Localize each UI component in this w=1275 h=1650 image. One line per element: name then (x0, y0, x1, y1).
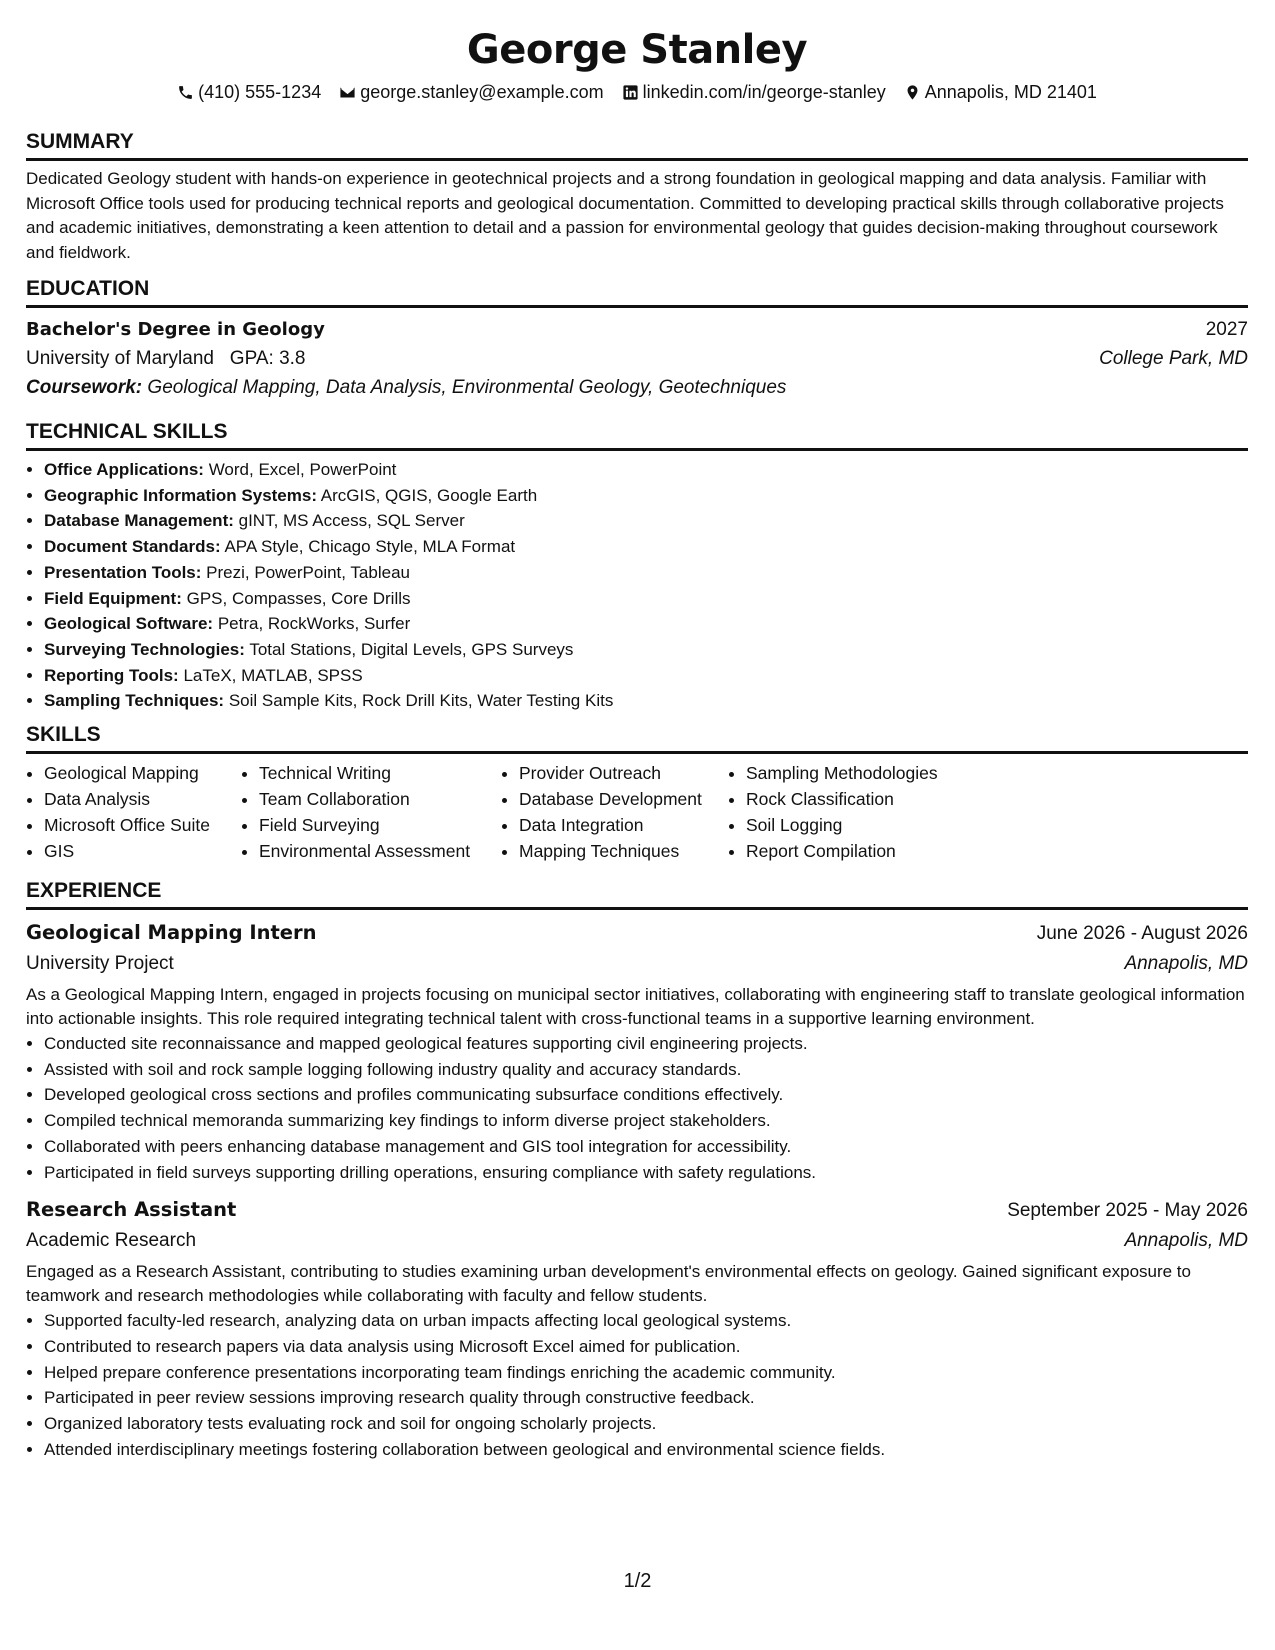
education-sub-row (26, 344, 1248, 374)
list-item: • Technical Writing (259, 760, 501, 786)
list-item: • Contributed to research papers via data analysis using Microsoft Excel aimed for publication. (44, 1334, 1248, 1360)
coursework-line (26, 374, 1248, 402)
skill-label: Geographic Information Systems: (44, 485, 317, 505)
list-item (44, 688, 1248, 714)
list-item: • Microsoft Office Suite (44, 812, 241, 838)
list-item: • Environmental Assessment (259, 838, 501, 864)
list-item: • Conducted site reconnaissance and mapped geological features supporting civil engineering projects. (44, 1031, 1248, 1057)
skill-label: Presentation Tools: (44, 562, 202, 582)
technical-skills-heading: TECHNICAL SKILLS (26, 419, 1248, 451)
job-description: Engaged as a Research Assistant, contributing to studies examining urban development's environmental effects on geology. Gained significant exposure to teamwork and research methodologies while collaborating with faculty and fellow students. (26, 1262, 1191, 1306)
list-item: • Compiled technical memoranda summarizing key findings to inform diverse project stakeholders. (44, 1108, 1248, 1134)
contact-linkedin[interactable] (622, 80, 886, 104)
skill-value: GPS, Compasses, Core Drills (186, 588, 411, 608)
list-item: • Attended interdisciplinary meetings fostering collaboration between geological and environmental science fields. (44, 1437, 1248, 1463)
experience-entry (26, 918, 1248, 1185)
job-bullets (26, 1308, 1248, 1462)
list-item: • Rock Classification (746, 786, 986, 812)
job-header-row (26, 918, 1248, 949)
list-item: • Participated in peer review sessions improving research quality through constructive feedback. (44, 1385, 1248, 1411)
experience-heading: EXPERIENCE (26, 878, 1248, 910)
linkedin-icon (622, 84, 639, 101)
list-item (44, 483, 1248, 509)
skill-label: Geological Software: (44, 614, 214, 634)
skill-label: Field Equipment: (44, 588, 182, 608)
list-item (44, 534, 1248, 560)
contact-location (904, 80, 1097, 104)
location-text: Annapolis, MD 21401 (924, 82, 1097, 102)
resume-page (26, 22, 1248, 1462)
skill-label: Surveying Technologies: (44, 639, 245, 659)
list-item: • Soil Logging (746, 812, 986, 838)
job-sub-row (26, 949, 1248, 979)
skill-value: LaTeX, MATLAB, SPSS (183, 665, 363, 685)
list-item: • Team Collaboration (259, 786, 501, 812)
list-item (44, 508, 1248, 534)
list-item: • Database Development (519, 786, 728, 812)
list-item: • Collaborated with peers enhancing database management and GIS tool integration for accessibility. (44, 1134, 1248, 1160)
contact-bar (26, 80, 1248, 104)
list-item: • GIS (44, 838, 241, 864)
skills-column (241, 760, 501, 864)
job-organization: Academic Research (26, 1230, 197, 1252)
skill-value: Word, Excel, PowerPoint (208, 460, 397, 479)
list-item (44, 560, 1248, 586)
job-title: Geological Mapping Intern (26, 921, 317, 945)
school-name: University of Maryland (26, 348, 214, 369)
contact-email[interactable] (339, 80, 603, 104)
candidate-name: George Stanley (466, 27, 808, 73)
coursework-label: Coursework: (26, 377, 143, 398)
list-item: • Helped prepare conference presentations incorporating team findings enriching the academic community. (44, 1360, 1248, 1386)
job-dates: June 2026 - August 2026 (1036, 923, 1248, 945)
school-info (26, 344, 305, 374)
skill-value: ArcGIS, QGIS, Google Earth (320, 485, 538, 505)
phone-text: (410) 555-1234 (198, 82, 322, 102)
list-item: • Developed geological cross sections and profiles communicating subsurface conditions effectively. (44, 1082, 1248, 1108)
coursework-list: Geological Mapping, Data Analysis, Environmental Geology, Geotechniques (147, 377, 787, 398)
list-item: • Mapping Techniques (519, 838, 728, 864)
summary-text: Dedicated Geology student with hands-on experience in geotechnical projects and a strong foundation in geological mapping and data analysis. Familiar with Microsoft Office tools used for producing technical reports and geological documentation. Committed to developing practical skills through collaborative projects and academic initiatives, demonstrating a keen attention to detail and a passion for environmental geology that guides decision-making throughout coursework and fieldwork. (26, 169, 1224, 262)
skill-value: Soil Sample Kits, Rock Drill Kits, Water Testing Kits (228, 691, 614, 711)
list-item (44, 637, 1248, 663)
job-dates: September 2025 - May 2026 (1007, 1200, 1248, 1222)
summary-heading: SUMMARY (26, 129, 1248, 161)
education-header-row (26, 316, 1248, 344)
list-item: • Provider Outreach (519, 760, 728, 786)
skill-label: Database Management: (44, 511, 234, 531)
education-heading: EDUCATION (26, 276, 1248, 308)
contact-phone (177, 80, 321, 104)
linkedin-link[interactable]: linkedin.com/in/george-stanley (642, 82, 886, 102)
phone-icon (177, 84, 194, 101)
job-bullets (26, 1031, 1248, 1185)
skill-label: Document Standards: (44, 537, 221, 557)
page-number: 1/2 (623, 1570, 652, 1592)
list-item: • Supported faculty-led research, analyzing data on urban impacts affecting local geological systems. (44, 1308, 1248, 1334)
skill-label: Sampling Techniques: (44, 691, 225, 711)
skills-column (728, 760, 986, 864)
list-item: • Sampling Methodologies (746, 760, 986, 786)
skill-label: Reporting Tools: (44, 665, 179, 685)
skills-grid (26, 760, 1248, 864)
skills-heading: SKILLS (26, 722, 1248, 754)
skill-label: Office Applications: (44, 460, 204, 479)
skill-value: APA Style, Chicago Style, MLA Format (224, 537, 516, 557)
degree-title: Bachelor's Degree in Geology (26, 319, 325, 340)
list-item: • Data Analysis (44, 786, 241, 812)
list-item: • Geological Mapping (44, 760, 241, 786)
email-link[interactable]: george.stanley@example.com (360, 82, 604, 102)
graduation-year: 2027 (1205, 319, 1248, 340)
skill-value: Total Stations, Digital Levels, GPS Surveys (249, 639, 574, 659)
gpa: GPA: 3.8 (229, 348, 306, 369)
list-item (44, 663, 1248, 689)
school-location: College Park, MD (1099, 348, 1248, 369)
list-item (44, 586, 1248, 612)
skill-value: Prezi, PowerPoint, Tableau (206, 562, 410, 582)
job-organization: University Project (26, 953, 174, 975)
job-description: As a Geological Mapping Intern, engaged in projects focusing on municipal sector initiatives, collaborating with engineering staff to translate geological information into actionable insights. This role required integrating technical talent with cross-functional teams in a supportive learning environment. (26, 985, 1245, 1029)
list-item: • Field Surveying (259, 812, 501, 838)
list-item: • Data Integration (519, 812, 728, 838)
skill-value: gINT, MS Access, SQL Server (238, 511, 465, 531)
job-sub-row (26, 1226, 1248, 1256)
map-pin-icon (904, 84, 921, 101)
list-item: • Participated in field surveys supporting drilling operations, ensuring compliance with safety regulations. (44, 1160, 1248, 1186)
skills-column (26, 760, 241, 864)
list-item: • Report Compilation (746, 838, 986, 864)
job-location: Annapolis, MD (1124, 953, 1248, 975)
job-title: Research Assistant (26, 1198, 237, 1222)
skill-value: Petra, RockWorks, Surfer (217, 614, 411, 634)
experience-entry (26, 1195, 1248, 1462)
envelope-icon (339, 84, 356, 101)
list-item (44, 457, 1248, 483)
list-item (44, 611, 1248, 637)
job-location: Annapolis, MD (1124, 1230, 1248, 1252)
list-item: • Assisted with soil and rock sample logging following industry quality and accuracy standards. (44, 1057, 1248, 1083)
skills-column (501, 760, 728, 864)
technical-skills-list (26, 457, 1248, 714)
job-header-row (26, 1195, 1248, 1226)
list-item: • Organized laboratory tests evaluating rock and soil for ongoing scholarly projects. (44, 1411, 1248, 1437)
